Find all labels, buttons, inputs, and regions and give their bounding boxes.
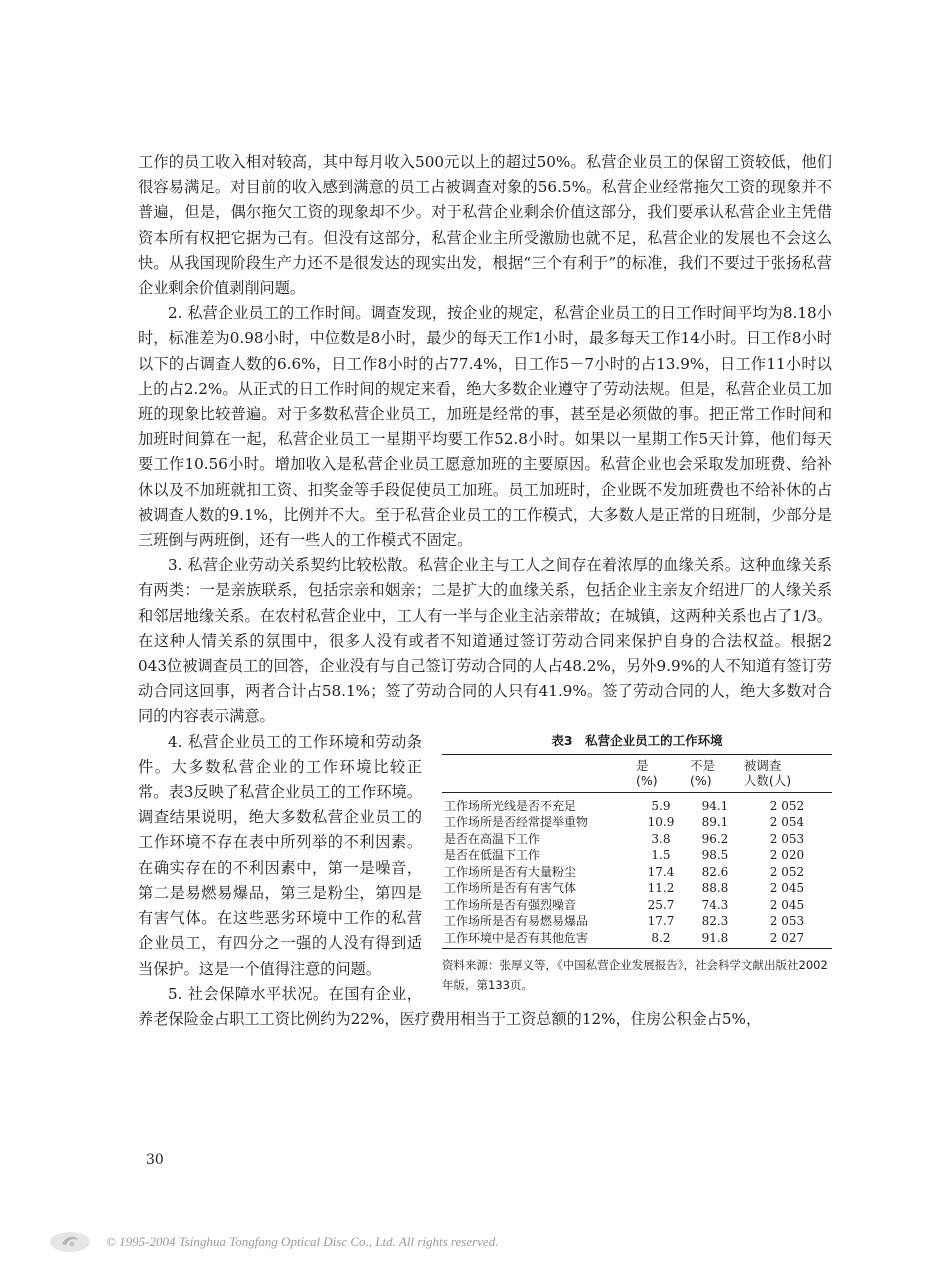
table-cell-count: 2 027 [742,930,832,949]
table-cell-count: 2 020 [769,848,805,863]
table-cell-count: 2 045 [769,881,805,896]
table-cell-yes: 11.2 [647,881,675,896]
table-row [442,831,832,848]
table-row [442,864,832,881]
table-cell-yes: 5.9 [651,798,671,813]
table-cell-no: 98.5 [701,848,729,863]
table-row [442,792,832,814]
table-header-count-label: 被调查 [743,757,782,773]
table-cell-no: 82.6 [701,864,729,879]
table-cell-no: 74.3 [701,897,729,912]
copyright-text: © 1995-2004 Tsinghua Tongfang Optical Disc Co., Ltd. All rights reserved. [106,1234,499,1249]
table-cell-yes: 1.5 [651,848,671,863]
paragraph-2: 2. 私营企业员工的工作时间。调查发现，按企业的规定，私营企业员工的日工作时间平均为8.18小时，标准差为0.98小时，中位数是8小时，最少的每天工作1小时，最多每天工作14小时。日工作8小时以下的占调查人数的6.6%，日工作8小时的占77.4%，日工作5－7小时的占13.9%，日工作11小时以上的占2.2%。从正式的日工作时间的规定来看，绝大多数企业遵守了劳动法规。但是，私营企业员工加班的现象比较普遍。对于多数私营企业员工，加班是经常的事，甚至是必须做的事。把正常工作时间和加班时间算在一起，私营企业员工一星期平均要工作52.8小时。如果以一星期工作5天计算，他们每天要工作10.56小时。增加收入是私营企业员工愿意加班的主要原因。私营企业也会采取发加班费、给补休以及不加班就扣工资、扣奖金等手段促使员工加班。员工加班时，企业既不发加班费也不给补休的占被调查人数的9.1%，比例并不大。至于私营企业员工的工作模式，大多数人是正常的日班制，少部分是三班倒与两班倒，还有一些人的工作模式不固定。 [138,304,832,550]
table-cell-no: 91.8 [688,930,742,949]
table-header-yes-label: 是 [636,757,649,773]
table-header-count [742,754,832,792]
copyright-footer [48,1229,498,1255]
table-cell-item: 工作场所是否有大量粉尘 [444,864,577,879]
table-header-count-unit: 人数(人) [743,772,792,788]
cnki-logo-icon [48,1230,92,1254]
table-cell-yes: 25.7 [647,897,675,912]
table-cell-count: 2 052 [769,864,805,879]
table-row [442,913,832,930]
table-row [442,880,832,897]
table-row [442,814,832,831]
table-header-item [442,754,634,792]
body-text [138,150,832,1032]
table-cell-item: 工作场所是否有强烈噪音 [444,897,577,912]
table-header-yes [634,754,688,792]
table-header-yes-unit: (%) [636,772,658,788]
table-row [442,930,832,949]
page-number: 30 [146,1152,164,1168]
table-cell-item: 工作场所是否有有害气体 [444,881,577,896]
table-row [442,897,832,914]
table-cell-yes: 8.2 [634,930,688,949]
table-cell-item: 工作场所是否经常提举重物 [444,815,589,830]
table-cell-item: 工作场所是否有易燃易爆品 [444,914,589,929]
table-header-no-unit: (%) [689,772,712,788]
table-row [442,847,832,864]
table-title: 表3 私营企业员工的工作环境 [551,732,723,748]
table-cell-count: 2 053 [769,914,805,929]
table-source-note: 资料来源：张厚义等，《中国私营企业发展报告》，社会科学文献出版社2002年版，第133页。 [442,958,828,993]
table-cell-no: 89.1 [701,815,729,830]
table-cell-count: 2 052 [769,798,805,813]
table-cell-count: 2 053 [769,831,805,846]
table-cell-count: 2 045 [769,897,805,912]
work-environment-table [442,754,832,950]
table-cell-no: 94.1 [701,798,729,813]
table-cell-no: 96.2 [701,831,729,846]
table-header-row [442,754,832,792]
table-cell-no: 88.8 [701,881,729,896]
table-cell-item: 工作环境中是否有其他危害 [442,930,634,949]
paragraph-4: 4. 私营企业员工的工作环境和劳动条件。大多数私营企业的工作环境比较正常。表3反映了私营企业员工的工作环境。调查结果说明，绝大多数私营企业员工的工作环境不存在表中所列举的不利因素。在确实存在的不利因素中，第一是噪音，第二是易燃易爆品，第三是粉尘，第四是有害气体。在这些恶劣环境中工作的私营企业员工，有四分之一强的人没有得到适当保护。这是一个值得注意的问题。 [138,732,422,978]
table-cell-item: 是否在低温下工作 [444,848,541,863]
table-cell-no: 82.3 [701,914,729,929]
table-block [442,732,832,996]
table-cell-item: 工作场所光线是否不充足 [444,798,577,813]
table-cell-yes: 10.9 [647,815,675,830]
table-header-no [688,754,742,792]
table-cell-yes: 3.8 [651,831,671,846]
table-cell-yes: 17.7 [647,914,675,929]
paragraph-5: 5. 社会保障水平状况。在国有企业，养老保险金占职工工资比例约为22%，医疗费用相当于工资总额的12%，住房公积金占5%， [138,984,762,1028]
table-cell-item: 是否在高温下工作 [444,831,541,846]
paragraph-3: 3. 私营企业劳动关系契约比较松散。私营企业主与工人之间存在着浓厚的血缘关系。这种血缘关系有两类：一是亲族联系，包括宗亲和姻亲；二是扩大的血缘关系，包括企业主亲友介绍进厂的人缘关系和邻居地缘关系。在农村私营企业中，工人有一半与企业主沾亲带故；在城镇，这两种关系也占了1/3。在这种人情关系的氛围中，很多人没有或者不知道通过签订劳动合同来保护自身的合法权益。根据2 043位被调查员工的回答，企业没有与自己签订劳动合同的人占48.2%，另外9.9%的人不知道有签订劳动合同这回事，两者合计占58.1%；签了劳动合同的人只有41.9%。签了劳动合同的人，绝大多数对合同的内容表示满意。 [138,556,832,726]
paragraph-1: 工作的员工收入相对较高，其中每月收入500元以上的超过50%。私营企业员工的保留工资较低，他们很容易满足。对目前的收入感到满意的员工占被调查对象的56.5%。私营企业经常拖欠工资的现象并不普遍，但是，偶尔拖欠工资的现象却不少。对于私营企业剩余价值这部分，我们要承认私营企业主凭借资本所有权把它据为己有。但没有这部分，私营企业主所受激励也就不足，私营企业的发展也不会这么快。从我国现阶段生产力还不是很发达的现实出发，根据“三个有利于”的标准，我们不要过于张扬私营企业剩余价值剥削问题。 [138,153,832,298]
table-cell-yes: 17.4 [647,864,675,879]
table-cell-count: 2 054 [769,815,805,830]
table-header-no-label: 不是 [689,757,715,773]
